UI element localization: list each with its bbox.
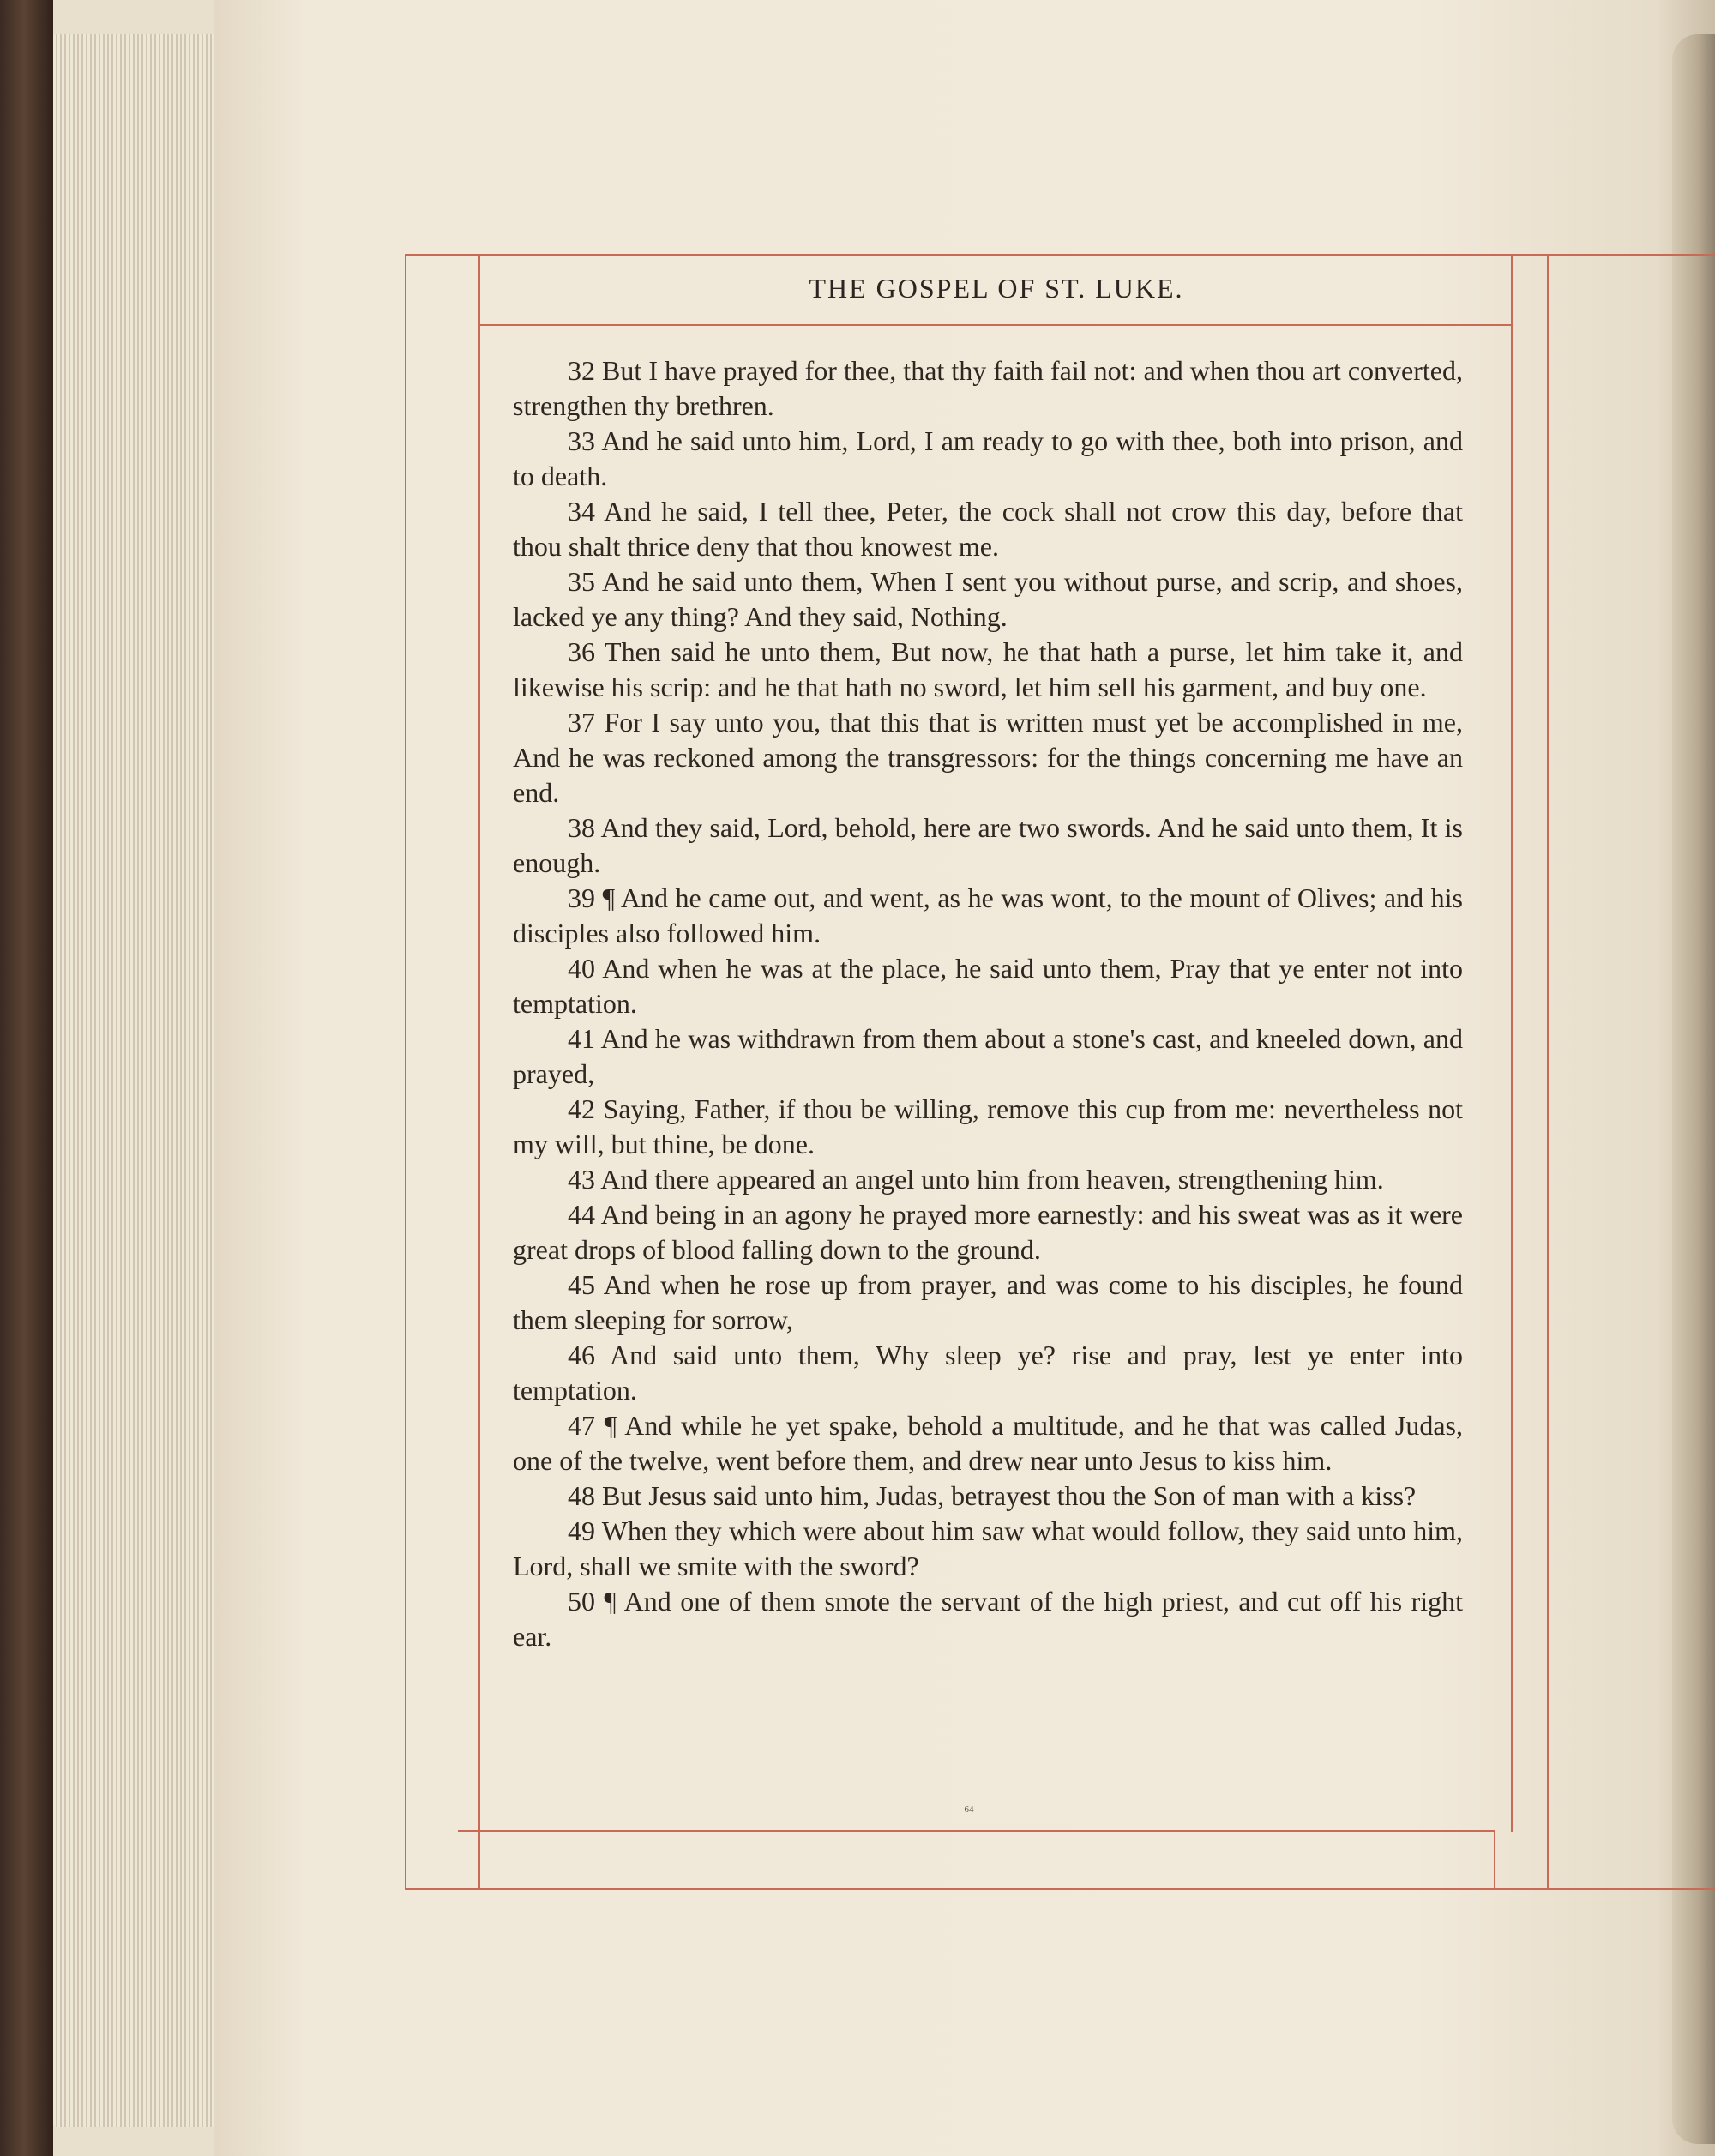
verse-43: 43 And there appeared an angel unto him from heaven, strengthening him.	[568, 1164, 1384, 1195]
verse-34: 34 And he said, I tell thee, Peter, the cock shall not crow this day, before that thou shalt thrice deny that thou knowest me.	[513, 496, 1463, 562]
verse-46: 46 And said unto them, Why sleep ye? rise and pray, lest ye enter into temptation.	[513, 1340, 1463, 1406]
verse-40: 40 And when he was at the place, he said unto them, Pray that ye enter not into temptation.	[513, 953, 1463, 1019]
verse-42: 42 Saying, Father, if thou be willing, remove this cup from me: nevertheless not my will, but thine, be done.	[513, 1093, 1463, 1159]
book-spine	[0, 0, 53, 2156]
verse-45: 45 And when he rose up from prayer, and was come to his disciples, he found them sleeping for sorrow,	[513, 1269, 1463, 1335]
verse-38: 38 And they said, Lord, behold, here are two swords. And he said unto them, It is enough.	[513, 812, 1463, 878]
rule-above-footer	[458, 1830, 1495, 1832]
verse-text-block	[513, 353, 1463, 1654]
page-edges	[53, 34, 225, 2127]
verse-33: 33 And he said unto him, Lord, I am ready to go with thee, both into prison, and to death.	[513, 425, 1463, 491]
verse-39: 39 ¶ And he came out, and went, as he was wont, to the mount of Olives; and his disciples also followed him.	[513, 882, 1463, 949]
running-head: THE GOSPEL OF ST. LUKE.	[809, 273, 1184, 304]
verse-49: 49 When they which were about him saw what would follow, they said unto him, Lord, shall we smite with the sword?	[513, 1515, 1463, 1581]
verse-47: 47 ¶ And while he yet spake, behold a multitude, and he that was called Judas, one of the twelve, went before them, and drew near unto Jesus to kiss him.	[513, 1410, 1463, 1476]
verse-50: 50 ¶ And one of them smote the servant of the high priest, and cut off his right ear.	[513, 1586, 1463, 1652]
rule-left-inner	[478, 254, 480, 1890]
page-number: 64	[964, 1804, 974, 1815]
verse-37: 37 For I say unto you, that this that is written must yet be accomplished in me, And he was reckoned among the transgressors: for the things concerning me have an end.	[513, 707, 1463, 808]
verse-35: 35 And he said unto them, When I sent you without purse, and scrip, and shoes, lacked ye any thing? And they said, Nothing.	[513, 566, 1463, 632]
rule-right-inner	[1511, 254, 1513, 1832]
verse-48: 48 But Jesus said unto him, Judas, betrayest thou the Son of man with a kiss?	[568, 1480, 1417, 1511]
verse-32: 32 But I have prayed for thee, that thy faith fail not: and when thou art converted, strengthen thy brethren.	[513, 355, 1463, 421]
rule-right-outer	[1547, 254, 1549, 1890]
verse-41: 41 And he was withdrawn from them about a stone's cast, and kneeled down, and prayed,	[513, 1023, 1463, 1089]
verse-36: 36 Then said he unto them, But now, he that hath a purse, let him take it, and likewise his scrip: and he that hath no sword, let him sell his garment, and buy one.	[513, 636, 1463, 702]
rule-under-heading	[478, 324, 1511, 326]
rule-right-lower	[1494, 1830, 1495, 1890]
verse-44: 44 And being in an agony he prayed more earnestly: and his sweat was as it were great drops of blood falling down to the ground.	[513, 1199, 1463, 1265]
